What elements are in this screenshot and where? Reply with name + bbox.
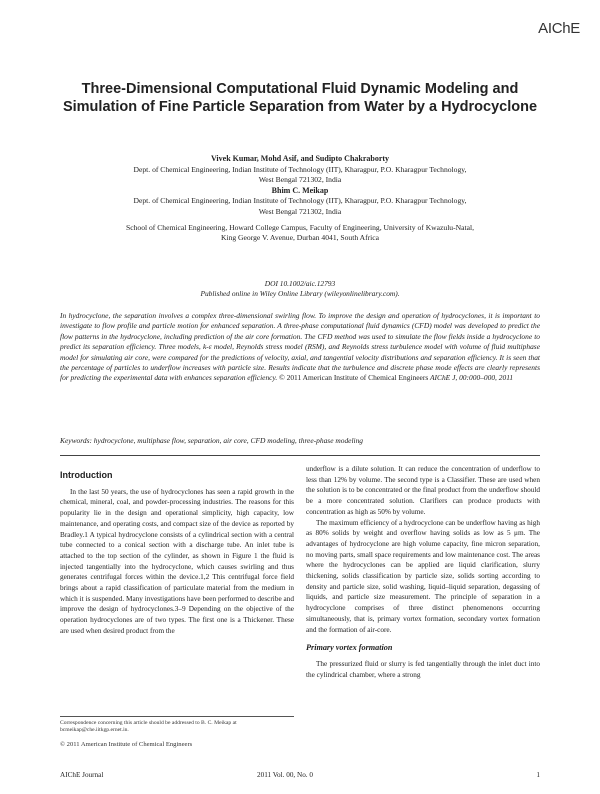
doi-block <box>60 279 540 299</box>
journal-logo: AIChE <box>538 20 580 37</box>
published-online: Published online in Wiley Online Library (wileyonlinelibrary.com). <box>200 289 400 298</box>
primary-vortex-heading: Primary vortex formation <box>306 643 393 653</box>
abstract <box>60 311 540 384</box>
footer-journal: AIChE Journal <box>60 771 104 779</box>
paper-title: Three-Dimensional Computational Fluid Dynamic Modeling and Simulation of Fine Particle Separation from Water by a Hydrocyclone <box>62 81 538 115</box>
correspondence-footnote <box>60 716 294 734</box>
affiliation-line: Dept. of Chemical Engineering, Indian Institute of Technology (IIT), Kharagpur, P.O. Kharagpur Technology, <box>133 196 467 206</box>
abstract-text: In hydrocyclone, the separation involves a complex three-dimensional swirling flow. To improve the design and operation of hydrocyclones, it is important to investigate to flow profile and particle motion for enhanced separation. A three-phase computational fluid dynamics (CFD) model was developed to predict the flow patterns in the hydrocyclone, including prediction of the air core formation. The CFD method was used to simulate the flow fields inside a hydrocyclone to predict its separation efficiency. Three models, k-ε model, Reynolds stress model (RSM), and Reynolds stress turbulence model with volume of fluid multiphase model for simulating air core, were compared for the predictions of velocity, axial, and tangential velocity distributions and separation efficiency. It is seen that the percentage of particles to underflow increases with particle size. Results indicate that the turbulence and discrete phase mode effects are clearly represents for predicting the experimental data with enhances separation efficiency. <box>60 311 540 383</box>
affiliation-line: West Bengal 721302, India <box>258 175 342 185</box>
author-names-group1: Vivek Kumar, Mohd Asif, and Sudipto Chakraborty <box>210 154 390 163</box>
author-names-group2: Bhim C. Meikap <box>271 185 329 195</box>
introduction-paragraph: The maximum efficiency of a hydrocyclone can be underflow having as high as 80% solids by weight and overflow having solids as low as 5 μm. The advantages of hydrocyclone are high volume capacity, fine micron separation, no moving parts, small space requirements and low maintenance cost. The areas where the hydrocyclones can be applied are liquid clarification, slurry thickening, solids classification by particle size, solids sorting according to density and particle size, solid washing, liquid–liquid separation, degassing of liquids, and particle size measurement. The principle of separation in a hydrocyclone comprises of three distinct phenomenons occurring simultaneously, that is, primary vortex formation, secondary vortex formation and the formation of air-core. <box>306 518 540 634</box>
page-footer <box>60 771 540 781</box>
footer-issue: 2011 Vol. 00, No. 0 <box>257 771 313 779</box>
doi: DOI 10.1002/aic.12793 <box>264 279 336 288</box>
affiliation-line: School of Chemical Engineering, Howard College Campus, Faculty of Engineering, University of Kwazulu-Natal, <box>126 222 474 232</box>
copyright-notice: © 2011 American Institute of Chemical Engineers <box>60 741 193 748</box>
footnote-line: Correspondence concerning this article should be addressed to B. C. Meikap at <box>60 720 237 726</box>
primary-vortex-paragraph: The pressurized fluid or slurry is fed tangentially through the inlet duct into the cylindrical chamber, where a strong <box>306 659 540 679</box>
authors-block <box>60 154 540 244</box>
introduction-paragraph: underflow is a dilute solution. It can reduce the concentration of underflow to less than 12% by volume. The second type is a Classifier. These are used when the solution is to be concentrated or the final product from the underflow should be a more concentrated solution. Clarifiers can produce products with concentration as high as 50% by volume. <box>306 465 540 516</box>
abstract-citation: AIChE J, 00:000–000, 2011 <box>429 373 514 383</box>
affiliation-line: West Bengal 721302, India <box>258 206 342 216</box>
section-divider <box>60 455 540 456</box>
page-number: 1 <box>536 771 540 779</box>
introduction-paragraph: In the last 50 years, the use of hydrocyclones has seen a rapid growth in the chemical, mineral, coal, and powder-processing industries. The reasons for this popularity lie in the design and operational simplicity, high capacity, low maintenance, and operating costs, and compact size of the device as reported by Bradley.1 A typical hydrocyclone consists of a cylindrical section with a central tube connected to a conical section with a discharge tube. An inlet tube is attached to the top section of the cylinder, as shown in Figure 1 the fluid is injected tangentially into the hydrocyclone, which causes swirling and thus generates centrifugal forces within the device.1,2 This centrifugal force field brings about a rapid classification of particulate material from the medium in which it is suspended. Many investigations have been performed to describe and improve the design of hydrocyclones.3–9 Depending on the objective of the operation hydrocyclones are of two types. The first one is a Thickener. These are used when desired product from the <box>60 487 294 635</box>
footnote-email: bcmeikap@che.iitkgp.ernet.in. <box>60 727 129 733</box>
introduction-heading: Introduction <box>60 470 113 480</box>
affiliation-line: King George V. Avenue, Durban 4041, South Africa <box>220 233 380 243</box>
right-column <box>306 464 540 680</box>
abstract-copyright: © 2011 American Institute of Chemical Engineers <box>279 373 429 383</box>
affiliation-line: Dept. of Chemical Engineering, Indian Institute of Technology (IIT), Kharagpur, P.O. Kharagpur Technology, <box>133 164 467 174</box>
keywords: Keywords: hydrocyclone, multiphase flow, separation, air core, CFD modeling, three-phase modeling <box>60 436 364 445</box>
left-column <box>60 470 294 637</box>
